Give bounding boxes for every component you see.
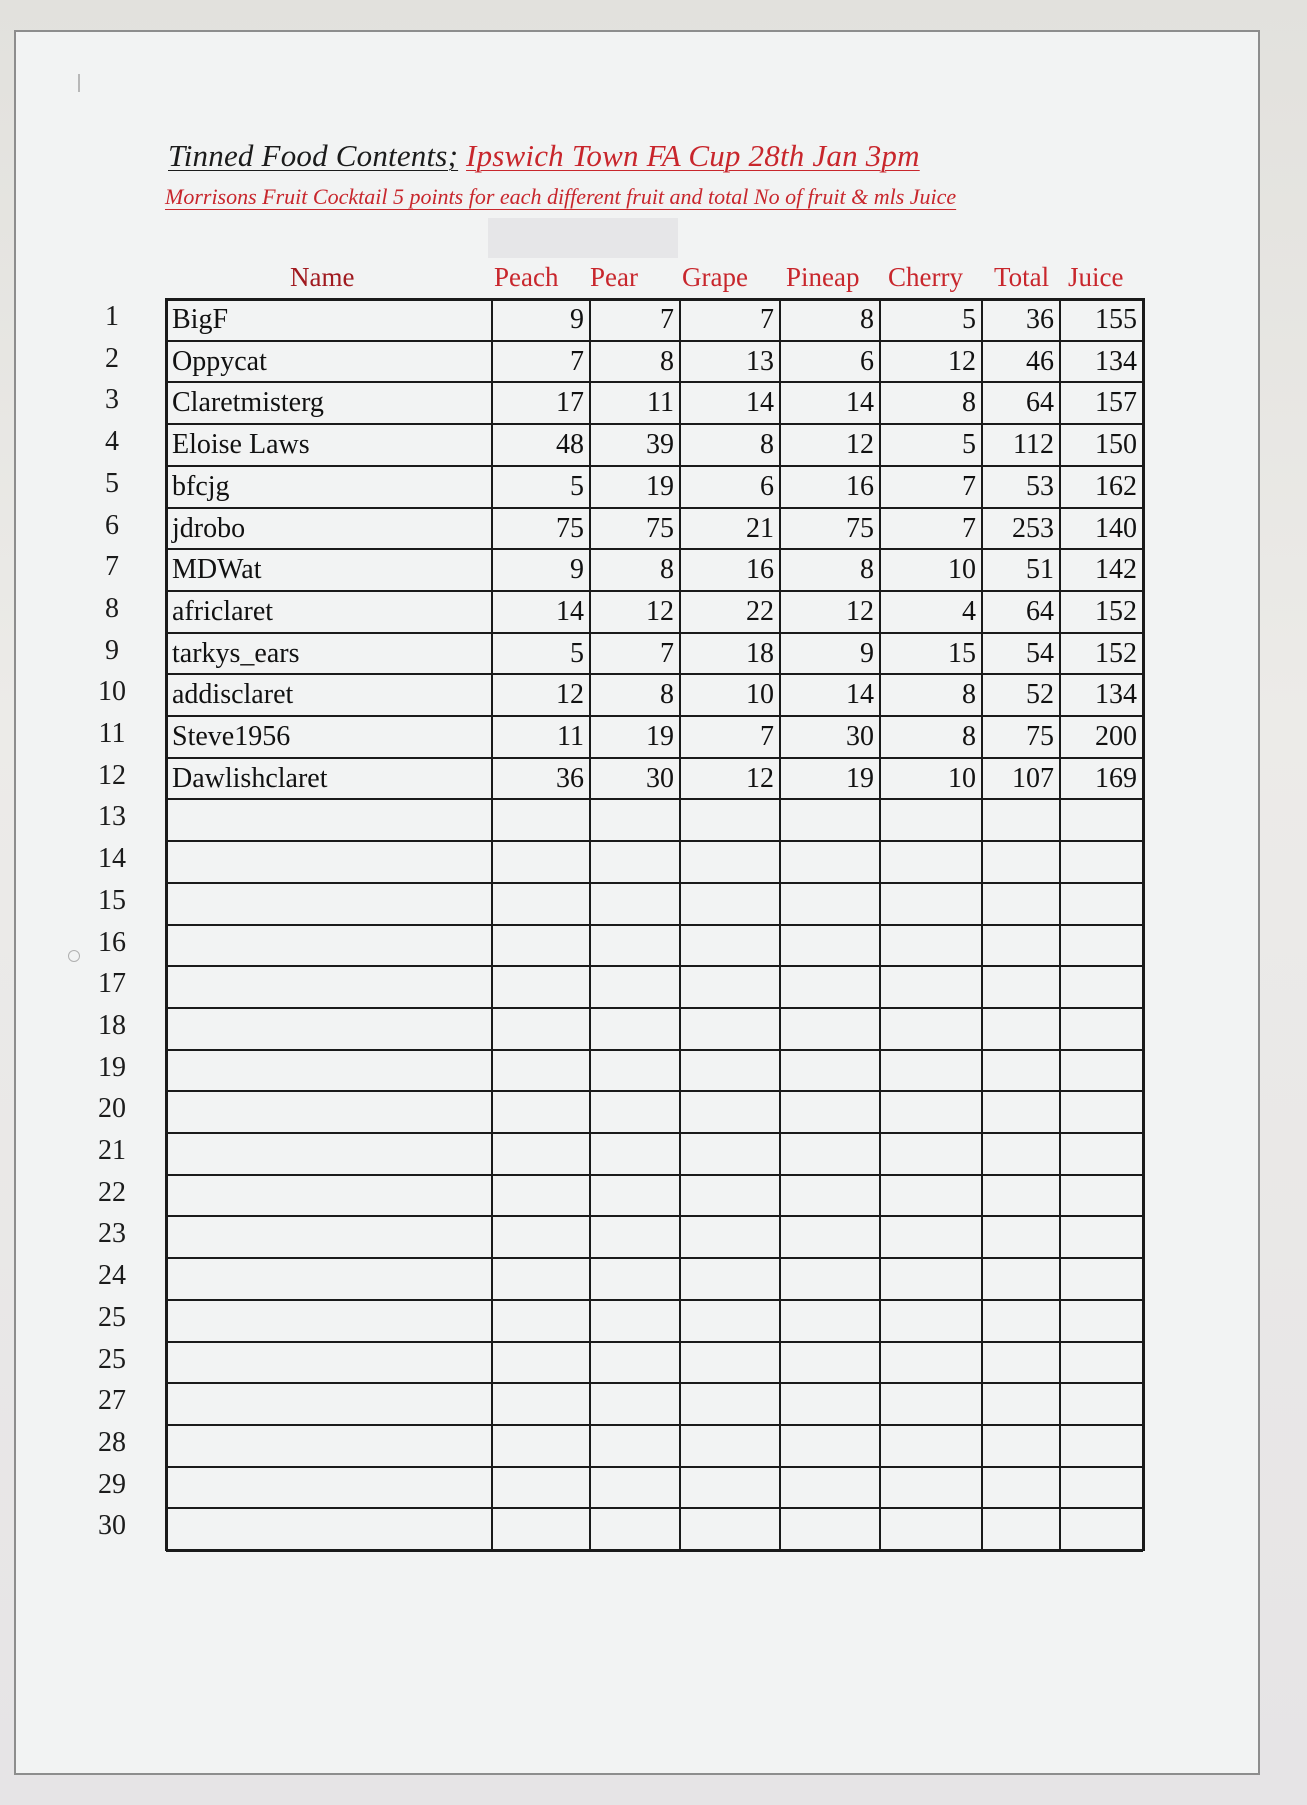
cell-peach: 5 <box>570 637 584 669</box>
row-number: 21 <box>98 1135 126 1166</box>
cell-name: MDWat <box>172 554 262 586</box>
cell-cherry: 10 <box>948 762 976 794</box>
table-row-line <box>166 1466 1143 1468</box>
row-number: 20 <box>98 1093 126 1125</box>
document-title <box>168 138 920 174</box>
row-number: 15 <box>98 884 126 916</box>
cell-pear: 39 <box>646 429 674 461</box>
cell-total: 107 <box>1012 762 1054 794</box>
cell-pear: 30 <box>646 762 674 794</box>
cell-juice: 152 <box>1095 637 1137 669</box>
row-number: 7 <box>105 551 119 583</box>
cell-name: jdrobo <box>172 512 246 544</box>
header-cherry: Cherry <box>888 262 963 292</box>
cell-grape: 7 <box>760 721 774 752</box>
row-number: 23 <box>98 1218 126 1250</box>
cell-peach: 9 <box>570 304 584 335</box>
table-row-line <box>166 1049 1143 1051</box>
cell-grape: 14 <box>746 387 774 419</box>
row-number: 9 <box>105 634 119 666</box>
cell-peach: 5 <box>570 470 584 502</box>
cell-grape: 18 <box>746 637 774 669</box>
cell-pineap: 12 <box>846 595 874 627</box>
row-number: 1 <box>105 301 119 332</box>
cell-pear: 8 <box>660 679 674 711</box>
cell-total: 54 <box>1026 637 1054 669</box>
header-pear: Pear <box>590 262 638 292</box>
cell-pineap: 8 <box>860 554 874 586</box>
cell-total: 75 <box>1026 721 1054 752</box>
row-number: 27 <box>98 1385 126 1417</box>
cell-name: Claretmisterg <box>172 387 324 419</box>
cell-peach: 7 <box>570 345 584 377</box>
redacted-area <box>488 218 678 258</box>
cell-juice: 152 <box>1095 595 1137 627</box>
cell-peach: 17 <box>556 387 584 419</box>
table-row-line <box>166 1299 1143 1301</box>
table-row-line <box>166 1007 1143 1009</box>
cell-pineap: 8 <box>860 304 874 335</box>
cell-juice: 200 <box>1095 721 1137 752</box>
title-left: Tinned Food Contents; <box>168 138 459 173</box>
cell-pineap: 14 <box>846 387 874 419</box>
cell-peach: 75 <box>556 512 584 544</box>
row-number: 22 <box>98 1176 126 1208</box>
cell-name: bfcjg <box>172 470 230 502</box>
row-number: 10 <box>98 676 126 708</box>
row-number: 2 <box>105 342 119 374</box>
cell-total: 253 <box>1012 512 1054 544</box>
cell-pineap: 9 <box>860 637 874 669</box>
row-number: 12 <box>98 759 126 791</box>
cell-name: Dawlishclaret <box>172 762 328 794</box>
table-row-line <box>166 924 1143 926</box>
cell-pineap: 6 <box>860 345 874 377</box>
cell-pear: 8 <box>660 554 674 586</box>
paper-mark <box>78 74 80 92</box>
cell-total: 53 <box>1026 470 1054 502</box>
cell-total: 112 <box>1013 429 1054 461</box>
header-pineap: Pineap <box>786 262 860 292</box>
cell-grape: 21 <box>746 512 774 544</box>
cell-juice: 150 <box>1095 429 1137 461</box>
header-total: Total <box>994 262 1050 292</box>
table-row-line <box>166 1215 1143 1217</box>
cell-peach: 36 <box>556 762 584 794</box>
cell-pear: 12 <box>646 595 674 627</box>
cell-grape: 10 <box>746 679 774 711</box>
cell-pear: 7 <box>660 637 674 669</box>
cell-peach: 9 <box>570 554 584 586</box>
cell-juice: 140 <box>1095 512 1137 544</box>
cell-pear: 11 <box>647 387 674 419</box>
row-number: 13 <box>98 801 126 833</box>
cell-name: tarkys_ears <box>172 637 300 669</box>
cell-total: 51 <box>1026 554 1054 586</box>
row-number: 17 <box>98 968 126 1000</box>
header-peach: Peach <box>494 262 559 292</box>
cell-total: 52 <box>1026 679 1054 711</box>
cell-name: BigF <box>172 304 229 335</box>
table-row-line <box>166 1132 1143 1134</box>
row-number: 19 <box>98 1051 126 1083</box>
cell-pear: 7 <box>660 304 674 335</box>
row-number: 30 <box>98 1510 126 1542</box>
cell-grape: 16 <box>746 554 774 586</box>
cell-cherry: 8 <box>962 679 976 711</box>
cell-grape: 7 <box>760 304 774 335</box>
table-row-line <box>166 1424 1143 1426</box>
cell-juice: 157 <box>1095 387 1137 419</box>
cell-cherry: 8 <box>962 387 976 419</box>
table-row-line <box>166 1341 1143 1343</box>
cell-peach: 48 <box>556 429 584 461</box>
cell-cherry: 8 <box>962 721 976 752</box>
cell-peach: 14 <box>556 595 584 627</box>
cell-cherry: 7 <box>962 512 976 544</box>
cell-name: addisclaret <box>172 679 294 711</box>
row-number: 8 <box>105 592 119 624</box>
cell-cherry: 10 <box>948 554 976 586</box>
row-number: 4 <box>105 426 119 458</box>
cell-cherry: 12 <box>948 345 976 377</box>
row-number: 16 <box>98 926 126 958</box>
cell-juice: 142 <box>1095 554 1137 586</box>
cell-juice: 169 <box>1095 762 1137 794</box>
cell-pear: 19 <box>646 470 674 502</box>
row-number: 14 <box>98 843 126 875</box>
row-number: 3 <box>105 384 119 416</box>
row-number: 11 <box>98 718 126 749</box>
table-row-line <box>166 1174 1143 1176</box>
cell-peach: 11 <box>557 721 584 752</box>
table-row-line <box>166 1090 1143 1092</box>
cell-cherry: 4 <box>962 595 976 627</box>
header-juice: Juice <box>1068 262 1124 292</box>
cell-name: Eloise Laws <box>172 429 310 461</box>
hole-punch-mark <box>68 950 80 962</box>
cell-total: 36 <box>1026 304 1054 335</box>
cell-peach: 12 <box>556 679 584 711</box>
table-row-line <box>166 1507 1143 1509</box>
table-row-line <box>166 1382 1143 1384</box>
cell-grape: 22 <box>746 595 774 627</box>
table-row-line <box>166 1549 1143 1552</box>
cell-pineap: 30 <box>846 721 874 752</box>
cell-pineap: 75 <box>846 512 874 544</box>
cell-juice: 134 <box>1095 345 1137 377</box>
cell-pineap: 16 <box>846 470 874 502</box>
row-number: 18 <box>98 1009 126 1041</box>
table-row-line <box>166 1257 1143 1259</box>
cell-total: 46 <box>1026 345 1054 377</box>
cell-grape: 13 <box>746 345 774 377</box>
table-row-line <box>166 965 1143 967</box>
cell-cherry: 7 <box>962 470 976 502</box>
row-number: 5 <box>105 467 119 499</box>
cell-name: africlaret <box>172 595 274 627</box>
cell-name: Steve1956 <box>172 721 291 752</box>
document-subtitle: Morrisons Fruit Cocktail 5 points for each different fruit and total No of fruit & mls Juice <box>165 184 957 209</box>
cell-juice: 162 <box>1095 470 1137 502</box>
cell-pear: 75 <box>646 512 674 544</box>
header-name: Name <box>290 262 355 292</box>
cell-cherry: 5 <box>962 429 976 461</box>
cell-total: 64 <box>1026 387 1054 419</box>
header-grape: Grape <box>682 262 748 292</box>
cell-pineap: 12 <box>846 429 874 461</box>
row-number: 29 <box>98 1468 126 1500</box>
row-number: 6 <box>105 509 119 541</box>
cell-juice: 134 <box>1095 679 1137 711</box>
cell-cherry: 15 <box>948 637 976 669</box>
row-number: 28 <box>98 1426 126 1458</box>
cell-grape: 8 <box>760 429 774 461</box>
cell-pear: 8 <box>660 345 674 377</box>
row-number: 25 <box>98 1301 126 1333</box>
row-number: 25 <box>98 1343 126 1375</box>
cell-grape: 12 <box>746 762 774 794</box>
cell-cherry: 5 <box>962 304 976 335</box>
cell-total: 64 <box>1026 595 1054 627</box>
cell-grape: 6 <box>760 470 774 502</box>
cell-pear: 19 <box>646 721 674 752</box>
table-row-line <box>166 882 1143 884</box>
row-number: 24 <box>98 1260 126 1292</box>
cell-name: Oppycat <box>172 345 267 377</box>
table-row-line <box>166 840 1143 842</box>
title-right: Ipswich Town FA Cup 28th Jan 3pm <box>466 138 920 173</box>
cell-juice: 155 <box>1095 304 1137 335</box>
cell-pineap: 19 <box>846 762 874 794</box>
cell-pineap: 14 <box>846 679 874 711</box>
